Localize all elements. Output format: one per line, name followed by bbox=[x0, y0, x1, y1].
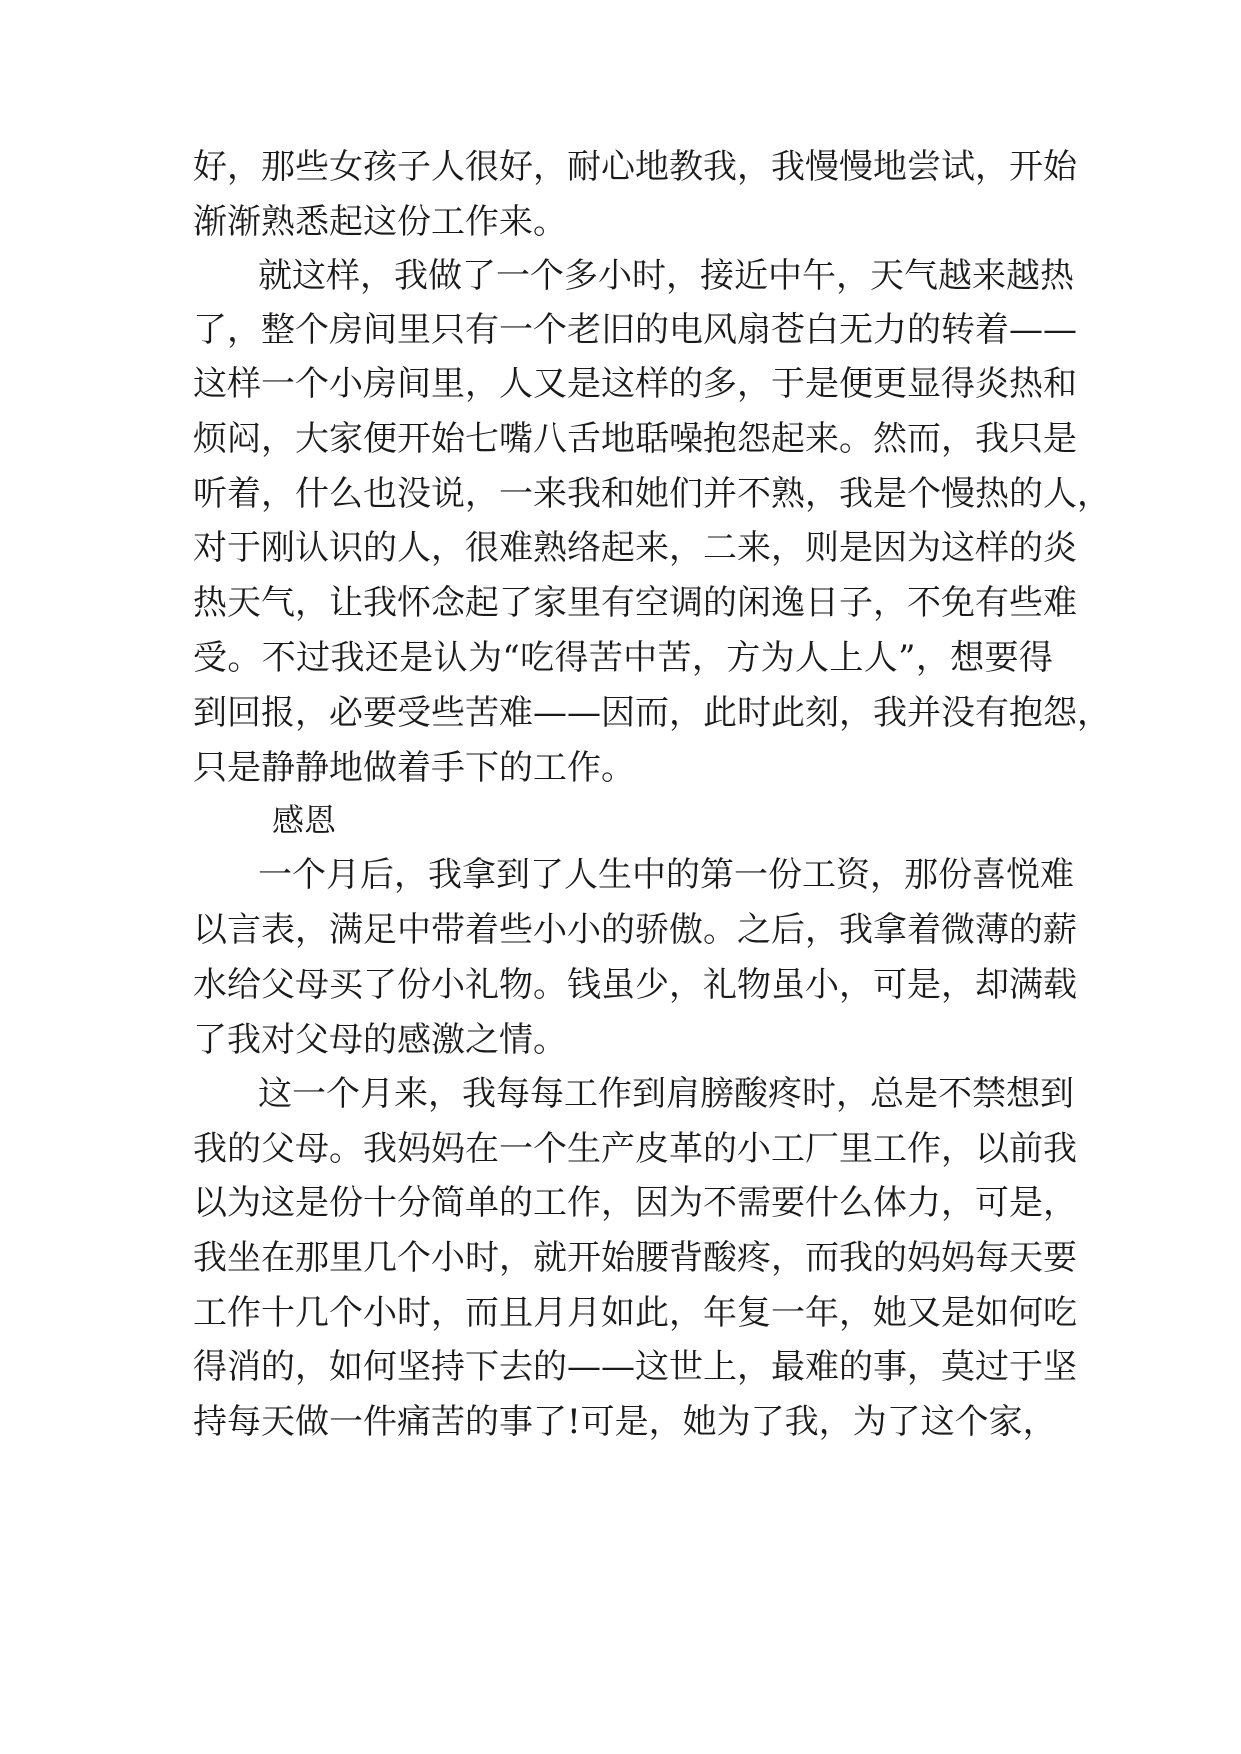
text-line: 我的父母。我妈妈在一个生产皮革的小工厂里工作，以前我 bbox=[193, 1129, 1077, 1169]
text-line: 以为这是份十分简单的工作，因为不需要什么体力，可是， bbox=[193, 1183, 1077, 1223]
text-line: 了我对父母的感激之情。 bbox=[193, 1020, 567, 1060]
text-line: 就这样，我做了一个多小时，接近中午，天气越来越热 bbox=[258, 256, 1074, 296]
text-line: 受。不过我还是认为“吃得苦中苦，方为人上人”，想要得 bbox=[193, 638, 1053, 678]
text-line: 好，那些女孩子人很好，耐心地教我，我慢慢地尝试，开始 bbox=[193, 147, 1077, 187]
text-line: 这一个月来，我每每工作到肩膀酸疼时，总是不禁想到 bbox=[258, 1074, 1074, 1114]
text-line: 只是静静地做着手下的工作。 bbox=[193, 748, 635, 788]
text-line: 一个月后，我拿到了人生中的第一份工资，那份喜悦难 bbox=[258, 855, 1074, 895]
text-line: 到回报，必要受些苦难——因而，此时此刻，我并没有抱怨， bbox=[193, 693, 1111, 733]
section-heading: 感恩 bbox=[272, 801, 337, 839]
text-line: 持每天做一件痛苦的事了!可是，她为了我，为了这个家， bbox=[193, 1402, 1057, 1442]
text-line: 听着，什么也没说，一来我和她们并不熟，我是个慢热的人， bbox=[193, 474, 1111, 514]
text-line: 热天气，让我怀念起了家里有空调的闲逸日子，不免有些难 bbox=[193, 583, 1077, 623]
text-line: 我坐在那里几个小时，就开始腰背酸疼，而我的妈妈每天要 bbox=[193, 1238, 1077, 1278]
text-line: 烦闷，大家便开始七嘴八舌地聒噪抱怨起来。然而，我只是 bbox=[193, 419, 1077, 459]
text-line: 对于刚认识的人，很难熟络起来，二来，则是因为这样的炎 bbox=[193, 528, 1077, 568]
text-line: 工作十几个小时，而且月月如此，年复一年，她又是如何吃 bbox=[193, 1293, 1077, 1333]
text-line: 这样一个小房间里，人又是这样的多，于是便更显得炎热和 bbox=[193, 364, 1077, 404]
text-line: 得消的，如何坚持下去的——这世上，最难的事，莫过于坚 bbox=[193, 1347, 1077, 1387]
text-line: 渐渐熟悉起这份工作来。 bbox=[193, 202, 567, 242]
text-line: 以言表，满足中带着些小小的骄傲。之后，我拿着微薄的薪 bbox=[193, 910, 1077, 950]
text-line: 水给父母买了份小礼物。钱虽少，礼物虽小，可是，却满载 bbox=[193, 965, 1077, 1005]
text-line: 了，整个房间里只有一个老旧的电风扇苍白无力的转着—— bbox=[193, 310, 1077, 350]
